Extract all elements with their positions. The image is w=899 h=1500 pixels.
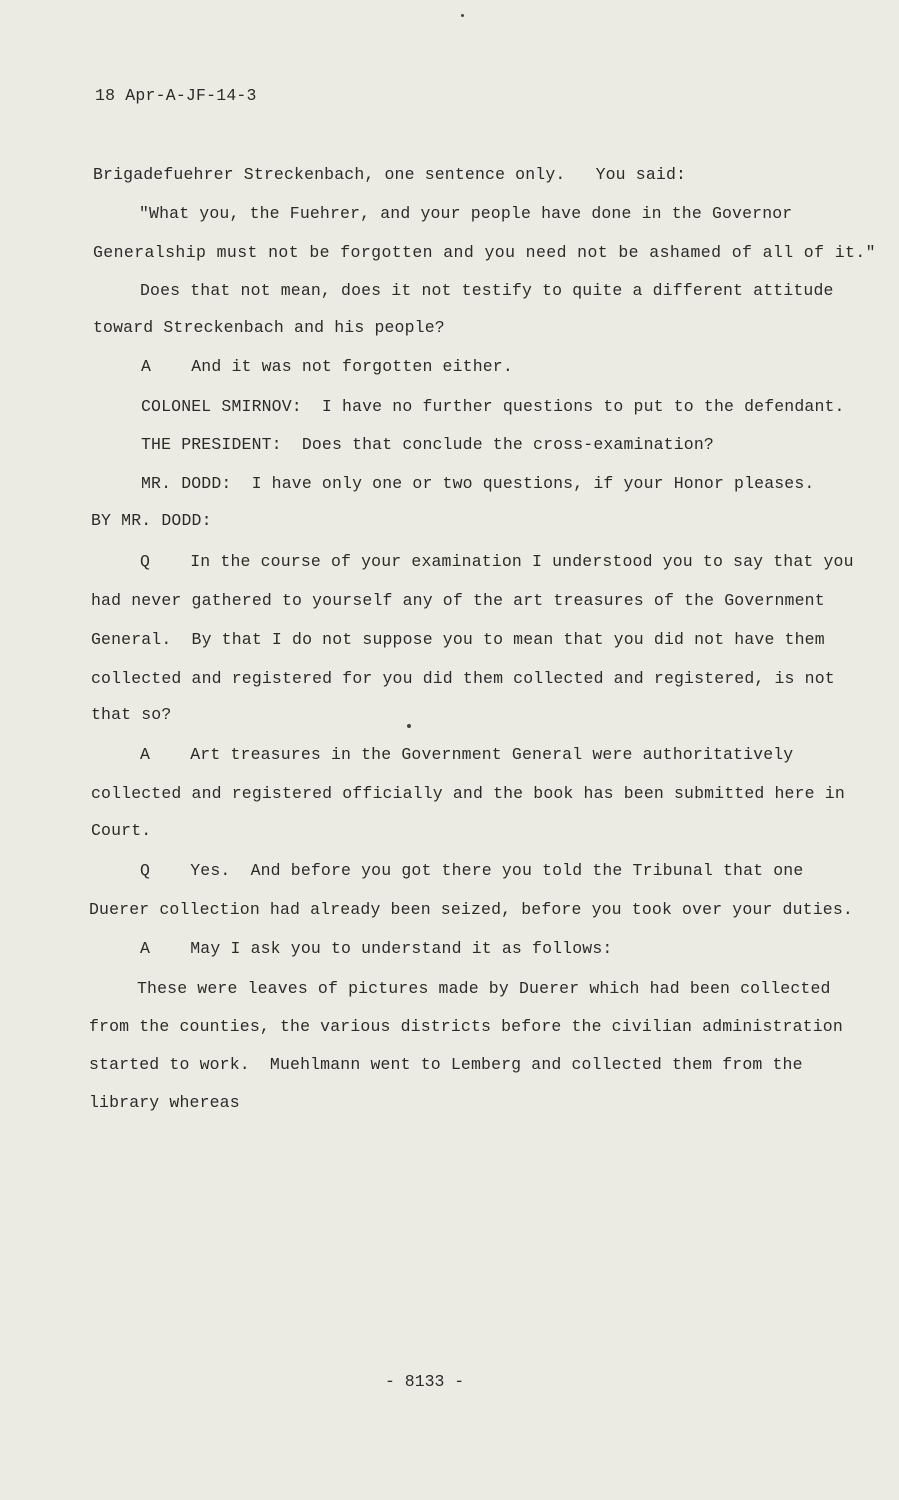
text-line: Does that not mean, does it not testify to quite a different attitude [140,281,834,300]
text-line: started to work. Muehlmann went to Lemberg and collected them from the [89,1055,803,1074]
paper-speck [461,14,464,17]
text-line: collected and registered for you did them collected and registered, is not [91,669,835,688]
text-line: that so? [91,705,172,724]
text-line: had never gathered to yourself any of the art treasures of the Government [91,591,825,610]
page-number: - 8133 - [385,1372,465,1391]
text-line: A Art treasures in the Government General were authoritatively [140,745,794,764]
text-line: General. By that I do not suppose you to mean that you did not have them [91,630,825,649]
text-line: Brigadefuehrer Streckenbach, one sentence only. You said: [93,165,687,184]
text-line: A And it was not forgotten either. [141,357,513,376]
text-line: "What you, the Fuehrer, and your people have done in the Governor [139,204,793,223]
text-line: Duerer collection had already been seized, before you took over your duties. [89,900,853,919]
text-line: Generalship must not be forgotten and you need not be ashamed of all of it." [93,243,876,262]
text-line: Court. [91,821,152,840]
text-line: toward Streckenbach and his people? [93,318,445,337]
text-line: A May I ask you to understand it as follows: [140,939,613,958]
text-line: library whereas [89,1093,240,1112]
text-line: COLONEL SMIRNOV: I have no further questions to put to the defendant. [141,397,845,416]
text-line: MR. DODD: I have only one or two questions, if your Honor pleases. [141,474,815,493]
text-line: collected and registered officially and the book has been submitted here in [91,784,845,803]
text-line: THE PRESIDENT: Does that conclude the cross-examination? [141,435,714,454]
text-line: Q Yes. And before you got there you told the Tribunal that one [140,861,804,880]
text-line: BY MR. DODD: [91,511,212,530]
text-line: These were leaves of pictures made by Duerer which had been collected [137,979,831,998]
text-line: from the counties, the various districts before the civilian administration [89,1017,843,1036]
paper-speck [407,724,411,728]
text-line: Q In the course of your examination I understood you to say that you [140,552,854,571]
document-header: 18 Apr-A-JF-14-3 [95,86,257,105]
